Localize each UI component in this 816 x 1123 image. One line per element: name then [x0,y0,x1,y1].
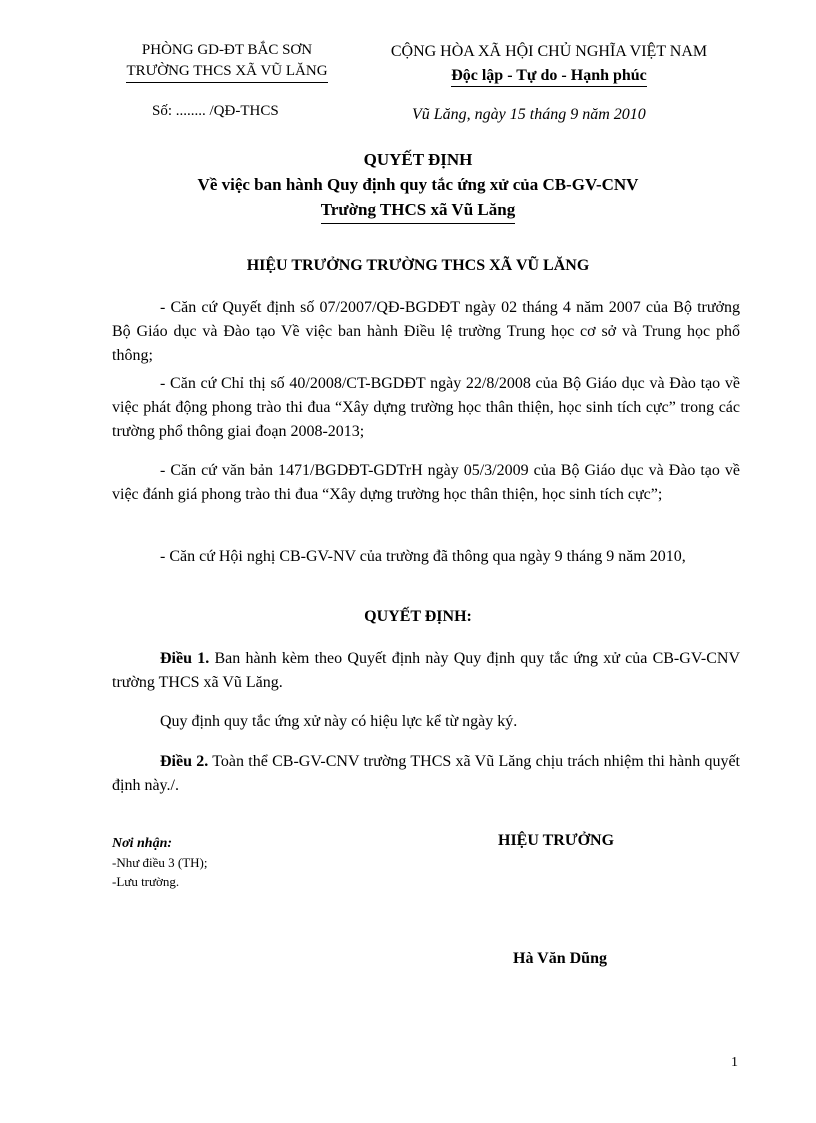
title-school: Trường THCS xã Vũ Lăng [321,197,515,224]
article-2-text: Toàn thể CB-GV-CNV trường THCS xã Vũ Lăng chịu trách nhiệm thi hành quyết định này./. [112,753,741,794]
recipient-item: -Lưu trường. [112,874,180,889]
title-main: QUYẾT ĐỊNH [363,150,473,169]
issuing-agency [96,40,358,83]
agency-school: TRƯỜNG THCS XÃ VŨ LĂNG [126,61,327,83]
article-2 [112,750,740,798]
article-1-label: Điều 1. [160,650,210,667]
agency-department: PHÒNG GD-ĐT BẮC SƠN [141,42,313,58]
signer-name: Hà Văn Dũng [513,950,607,967]
decision-heading: QUYẾT ĐỊNH: [364,608,472,625]
document-title [96,147,740,224]
article-1-effect: Quy định quy tắc ứng xử này có hiệu lực kể từ ngày ký. [160,713,518,730]
article-2-label: Điều 2. [160,753,209,770]
article-1-text: Ban hành kèm theo Quyết định này Quy định quy tắc ứng xử của CB-GV-CNV trường THCS xã Vũ Lăng. [112,650,741,691]
signer-title: HIỆU TRƯỞNG [498,832,615,849]
issuer-title: HIỆU TRƯỞNG TRƯỜNG THCS XÃ VŨ LĂNG [246,257,590,274]
legal-basis-4: - Căn cứ Hội nghị CB-GV-NV của trường đã thông qua ngày 9 tháng 9 năm 2010, [160,548,686,565]
title-subject: Về việc ban hành Quy định quy tắc ứng xử của CB-GV-CNV [197,175,639,194]
recipients-block [112,834,208,891]
legal-basis-2: - Căn cứ Chỉ thị số 40/2008/CT-BGDĐT ngày 22/8/2008 của Bộ Giáo dục và Đào tạo về việc phát động phong trào thi đua “Xây dựng trường học thân thiện, học sinh tích cực” trong các trường phổ thông giai đoạn 2008-2013; [112,375,740,440]
document-number: Số: ........ /QĐ-THCS [152,103,279,119]
country-name: CỘNG HÒA XÃ HỘI CHỦ NGHĨA VIỆT NAM [390,43,708,60]
issue-date: Vũ Lăng, ngày 15 tháng 9 năm 2010 [412,106,646,123]
recipients-heading: Nơi nhận: [112,836,173,851]
recipient-item: -Như điều 3 (TH); [112,855,208,870]
legal-basis-1: - Căn cứ Quyết định số 07/2007/QĐ-BGDĐT ngày 02 tháng 4 năm 2007 của Bộ trưởng Bộ Giáo dục và Đào tạo Về việc ban hành Điều lệ trường Trung học cơ sở và Trung học phổ thông; [112,299,740,364]
national-header [358,40,740,88]
article-1 [112,647,740,695]
page-number: 1 [731,1055,738,1070]
national-motto: Độc lập - Tự do - Hạnh phúc [451,66,647,87]
legal-basis-3: - Căn cứ văn bản 1471/BGDĐT-GDTrH ngày 05/3/2009 của Bộ Giáo dục và Đào tạo về việc đánh giá phong trào thi đua “Xây dựng trường học thân thiện, học sinh tích cực”; [112,462,740,503]
